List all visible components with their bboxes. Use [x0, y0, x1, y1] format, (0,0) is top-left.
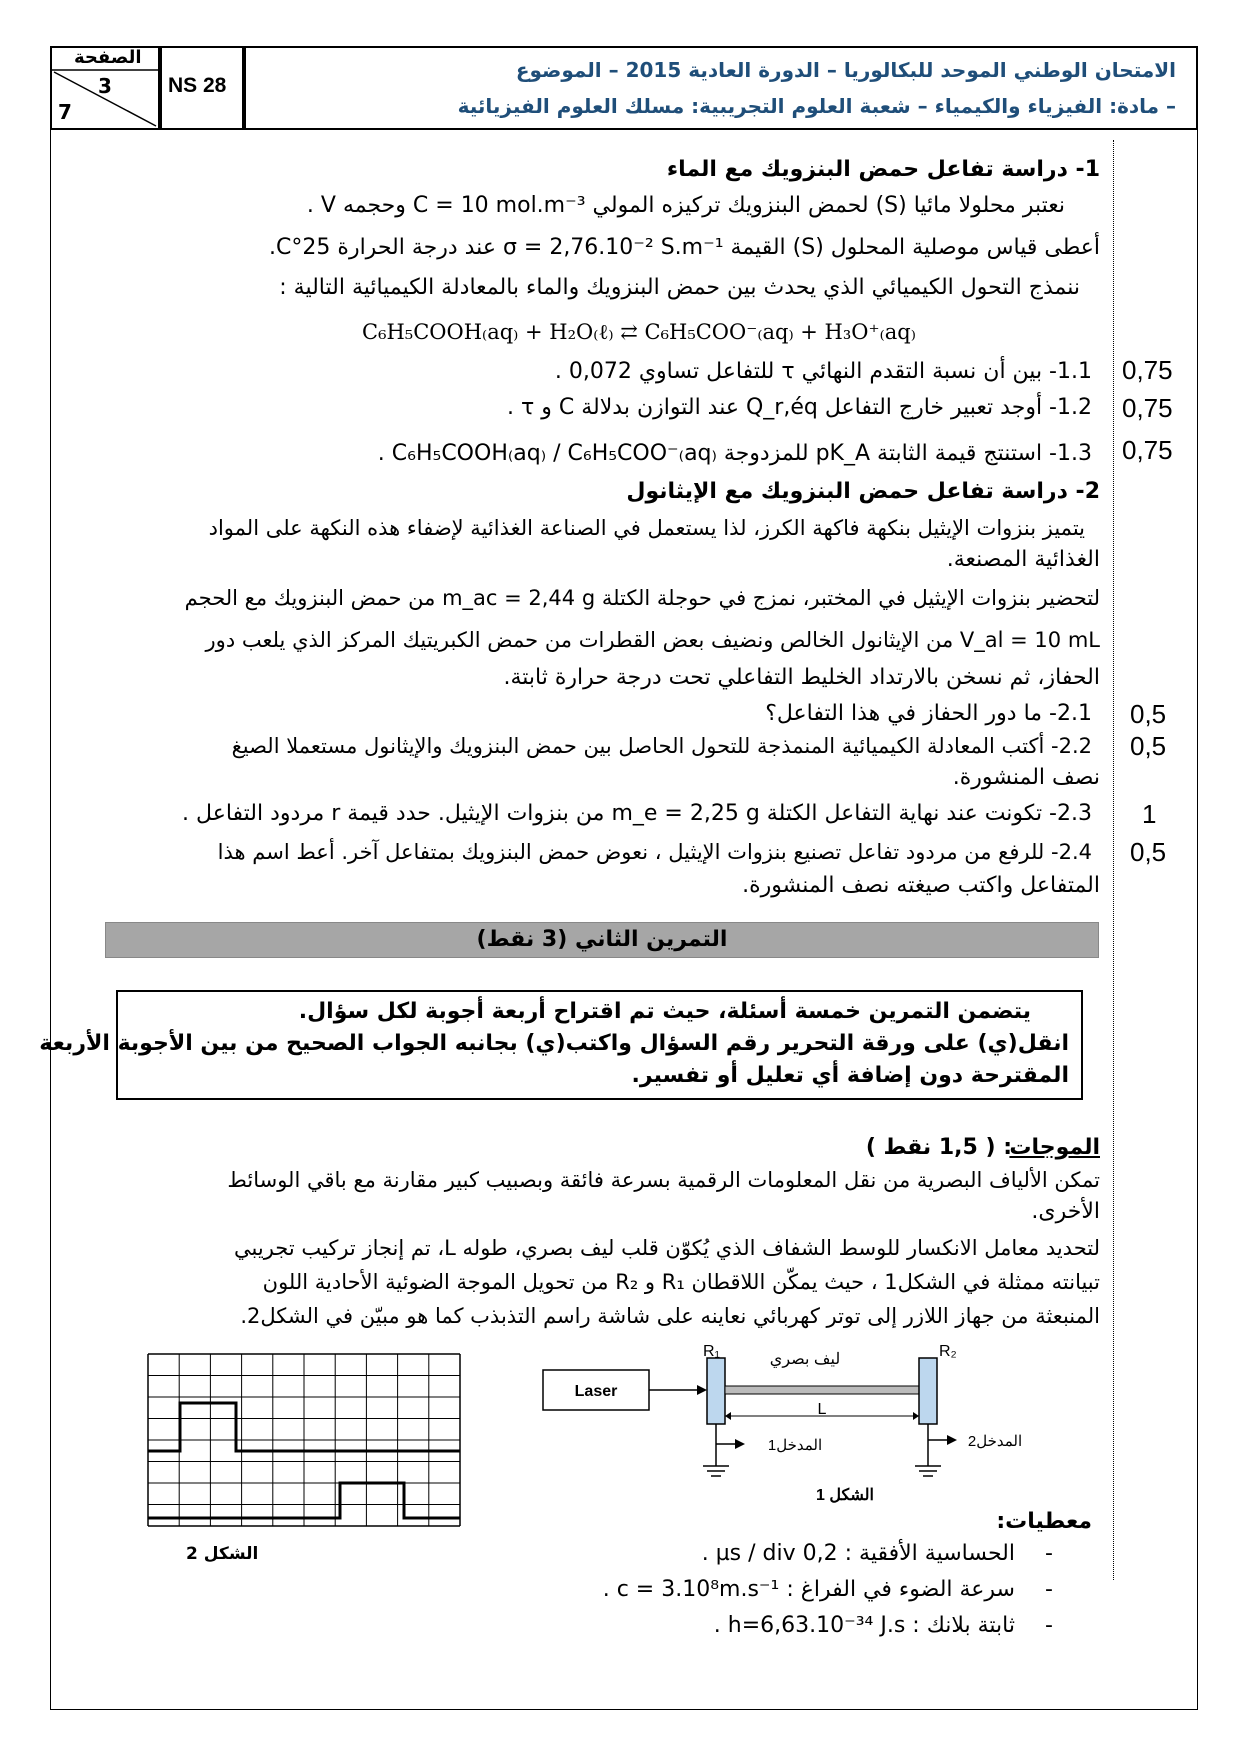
- points-1-3: 0,75: [1122, 435, 1173, 465]
- exercise2-title: التمرين الثاني (3 نقط): [476, 927, 728, 952]
- instruction-line3: المقترحة دون إضافة أي تعليل أو تفسير.: [631, 1063, 1069, 1088]
- question-2-1: 2.1- ما دور الحفاز في هذا التفاعل؟: [765, 701, 1092, 726]
- question-2-3: 2.3- تكونت عند نهاية التفاعل الكتلة m_e = 2,25 g من بنزوات الإيثيل. حدد قيمة r مردود التفاعل .: [182, 801, 1092, 826]
- page-total: 7: [58, 100, 72, 124]
- part1-paragraph2: أعطى قياس موصلية المحلول (S) القيمة σ = 2,76.10⁻² S.m⁻¹ عند درجة الحرارة 25°C.: [269, 235, 1100, 260]
- page-number: 3: [98, 74, 112, 98]
- figure1-setup-diagram: [535, 1344, 1095, 1514]
- points-2-4: 0,5: [1130, 837, 1167, 867]
- exam-code: NS 28: [168, 74, 227, 97]
- waves-paragraph1a: تمكن الألياف البصرية من نقل المعلومات الرقمية بسرعة فائقة وبصبيب كبير مقارنة مع باقي الوسائط: [227, 1168, 1100, 1192]
- data-bullet: -: [1045, 1541, 1053, 1566]
- exercise2-banner: [105, 922, 1099, 958]
- question-1-2: 1.2- أوجد تعبير خارج التفاعل Q_r,éq عند التوازن بدلالة C و τ .: [507, 395, 1092, 420]
- part1-paragraph3: ننمذج التحول الكيميائي الذي يحدث بين حمض البنزويك والماء بالمعادلة الكيميائية التالية :: [279, 275, 1080, 300]
- optical-fiber: [725, 1386, 919, 1394]
- figure2-caption: الشكل 2: [186, 1544, 259, 1564]
- input2-label: المدخل2: [967, 1433, 1023, 1450]
- waves-paragraph1b: الأخرى.: [1031, 1199, 1100, 1224]
- points-1-1: 0,75: [1122, 355, 1173, 385]
- length-arrow-right: [913, 1412, 919, 1420]
- question-2-4b: المتفاعل واكتب صيغته نصف المنشورة.: [742, 873, 1100, 898]
- points-2-3: 1: [1142, 799, 1157, 829]
- part1-title: 1- دراسة تفاعل حمض البنزويك مع الماء: [666, 157, 1100, 182]
- page-number-box: [50, 46, 160, 130]
- question-2-2b: نصف المنشورة.: [952, 765, 1100, 790]
- question-1-1: 1.1- بين أن نسبة التقدم النهائي τ للتفاعل تساوي 0,072 .: [554, 359, 1092, 384]
- data-item-speed-of-light: سرعة الضوء في الفراغ : c = 3.10⁸m.s⁻¹ .: [602, 1577, 1015, 1602]
- data-item-horizontal-sensitivity: الحساسية الأفقية : 0,2 µs / div .: [701, 1541, 1015, 1566]
- figure1-caption: الشكل 1: [816, 1487, 874, 1504]
- waves-paragraph2b: تبيانته ممثلة في الشكل1 ، حيث يمكّن اللاقطان R₁ و R₂ من تحويل الموجة الضوئية الأحادية اللون: [262, 1270, 1100, 1294]
- waves-points: : ( 1,5 نقط ): [865, 1135, 1012, 1160]
- data-bullet: -: [1045, 1613, 1053, 1638]
- figure2-oscilloscope: [140, 1350, 470, 1530]
- part2-paragraph2b: V_al = 10 mL من الإيثانول الخالص ونضيف بعض القطرات من حمض الكبريتيك المركز الذي يلعب دور: [205, 628, 1100, 652]
- sensor-r1: [707, 1358, 725, 1424]
- fiber-label: ليف بصري: [769, 1351, 841, 1368]
- question-2-2a: 2.2- أكتب المعادلة الكيميائية المنمذجة للتحول الحاصل بين حمض البنزويك والإيثانول مستعملا الصيغ: [231, 734, 1092, 758]
- instructions-box: [39, 990, 1083, 1100]
- waves-title: الموجات: [1009, 1135, 1100, 1160]
- input2-arrow: [947, 1435, 957, 1445]
- part2-paragraph1a: يتميز بنزوات الإيثيل بنكهة فاكهة الكرز، لذا يستعمل في الصناعة الغذائية لإضفاء هذه النكهة على المواد: [208, 516, 1085, 540]
- points-2-2: 0,5: [1130, 731, 1167, 761]
- sensor-r2: [919, 1358, 937, 1424]
- waves-paragraph2c: المنبعثة من جهاز اللازر إلى توتر كهربائي نعاينه على شاشة راسم التذبذب كما هو مبيّن في الشكل2.: [240, 1304, 1100, 1328]
- header-line2: – مادة: الفيزياء والكيمياء – شعبة العلوم التجريبية: مسلك العلوم الفيزيائية: [457, 94, 1176, 118]
- length-arrow-left: [725, 1412, 731, 1420]
- part2-paragraph2a: لتحضير بنزوات الإيثيل في المختبر، نمزج في حوجلة الكتلة m_ac = 2,44 g من حمض البنزويك مع الحجم: [184, 586, 1100, 610]
- beam-arrow: [697, 1385, 707, 1395]
- points-1-2: 0,75: [1122, 393, 1173, 423]
- question-1-3: 1.3- استنتج قيمة الثابتة pK_A للمزدوجة C₆H₅COOH₍aq₎ / C₆H₅COO⁻₍aq₎ .: [377, 441, 1092, 466]
- instruction-line2: انقل(ي) على ورقة التحرير رقم السؤال واكتب(ي) بجانبه الجواب الصحيح من بين الأجوبة الأربعة: [39, 1031, 1069, 1056]
- part2-paragraph1b: الغذائية المصنعة.: [946, 547, 1100, 572]
- header-line1: الامتحان الوطني الموحد للبكالوريا – الدورة العادية 2015 – الموضوع: [515, 58, 1176, 82]
- part2-paragraph2c: الحفاز، ثم نسخن بالارتداد الخليط التفاعلي تحت درجة حرارة ثابتة.: [503, 665, 1100, 690]
- part2-title: 2- دراسة تفاعل حمض البنزويك مع الإيثانول: [626, 479, 1100, 504]
- waves-paragraph2a: لتحديد معامل الانكسار للوسط الشفاف الذي يُكوّن قلب ليف بصري، طوله L، تم إنجاز تركيب تجريبي: [234, 1236, 1100, 1260]
- question-2-4a: 2.4- للرفع من مردود تفاعل تصنيع بنزوات الإيثيل ، نعوض حمض البنزويك بمتفاعل آخر. أعط اسم هذا: [217, 840, 1092, 864]
- data-item-planck-constant: ثابتة بلانك : h=6,63.10⁻³⁴ J.s .: [713, 1613, 1015, 1638]
- oscilloscope-grid: [148, 1354, 460, 1526]
- data-bullet: -: [1045, 1577, 1053, 1602]
- sensor-r2-label: R₂: [939, 1344, 957, 1360]
- points-2-1: 0,5: [1130, 699, 1167, 729]
- code-box: [160, 46, 244, 130]
- part1-paragraph1: نعتبر محلولا مائيا (S) لحمض البنزويك تركيزه المولي C = 10 mol.m⁻³ وحجمه V .: [306, 193, 1065, 218]
- instruction-line1: يتضمن التمرين خمسة أسئلة، حيث تم اقتراح أربعة أجوبة لكل سؤال.: [298, 999, 1031, 1024]
- points-column-separator: [1113, 140, 1114, 1580]
- reaction-equation: C₆H₅COOH₍aq₎ + H₂O₍ℓ₎ ⇄ C₆H₅COO⁻₍aq₎ + H₃O⁺₍aq₎: [362, 320, 916, 344]
- laser-label: Laser: [574, 1383, 618, 1400]
- length-label: L: [817, 1401, 827, 1418]
- sensor-r1-label: R₁: [703, 1344, 720, 1360]
- input1-label: المدخل1: [767, 1437, 823, 1454]
- page-label: الصفحة: [74, 47, 142, 68]
- title-box: [244, 46, 1198, 130]
- input1-arrow: [735, 1439, 745, 1449]
- data-title: معطيات:: [996, 1509, 1092, 1534]
